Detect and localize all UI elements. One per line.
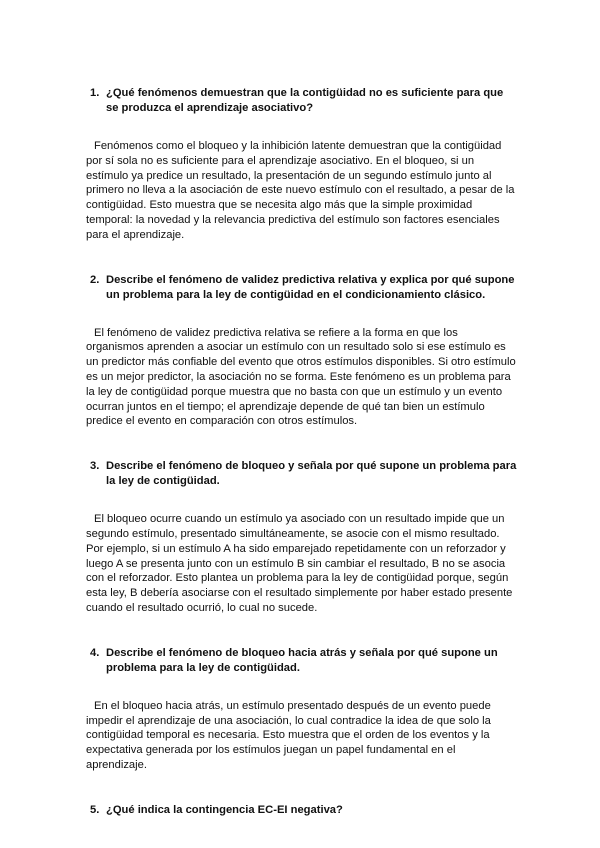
- question-5: [86, 803, 518, 818]
- question-text: Describe el fenómeno de bloqueo y señala por qué supone un problema para la ley de contigüidad.: [106, 460, 517, 488]
- qa-item-1: [86, 86, 518, 243]
- question-number: 3.: [90, 460, 100, 473]
- question-text: Describe el fenómeno de bloqueo hacia atrás y señala por qué supone un problema para la ley de contigüidad.: [106, 646, 498, 674]
- qa-item-4: [86, 646, 518, 773]
- question-text: ¿Qué indica la contingencia EC-EI negativa?: [106, 803, 343, 816]
- qa-item-2: [86, 273, 518, 430]
- qa-item-3: [86, 459, 518, 616]
- question-text: Describe el fenómeno de validez predictiva relativa y explica por qué supone un problema para la ley de contigüidad en el condicionamiento clásico.: [106, 273, 515, 301]
- question-number: 4.: [90, 646, 100, 659]
- question-number: 2.: [90, 273, 100, 286]
- answer-3: El bloqueo ocurre cuando un estímulo ya asociado con un resultado impide que un segundo estímulo, presentado simultáneamente, se asocie con el mismo resultado. Por ejemplo, si un estímulo A ha sido emparejado repetidamente con un reforzador y luego A se presenta junto con un estímulo B sin cambiar el resultado, B no se asocia con el reforzador. Esto plantea un problema para la ley de contigüidad porque, según esta ley, B debería asociarse con el resultado simplemente por haber estado presente cuando el resultado ocurrió, lo cual no sucede.: [86, 513, 513, 614]
- question-number: 5.: [90, 803, 100, 816]
- question-3: [86, 459, 518, 489]
- qa-item-5: [86, 803, 518, 818]
- answer-2: El fenómeno de validez predictiva relativa se refiere a la forma en que los organismos aprenden a asociar un estímulo con un resultado solo si ese estímulo es un predictor más confiable del evento que otros estímulos disponibles. Si otro estímulo es un mejor predictor, la asociación no se forma. Este fenómeno es un problema para la ley de contigüidad porque muestra que no basta con que un estímulo y un evento ocurran juntos en el tiempo; el aprendizaje depende de qué tan bien un estímulo predice el evento en comparación con otros estímulos.: [86, 326, 516, 428]
- question-4: [86, 646, 518, 676]
- question-number: 1.: [90, 87, 100, 99]
- question-text: ¿Qué fenómenos demuestran que la contigüidad no es suficiente para que se produzca el aprendizaje asociativo?: [106, 87, 504, 114]
- answer-1: Fenómenos como el bloqueo y la inhibición latente demuestran que la contigüidad por sí sola no es suficiente para el aprendizaje asociativo. En el bloqueo, si un estímulo ya predice un resultado, la presentación de un segundo estímulo junto al primero no lleva a la asociación de este nuevo estímulo con el resultado, a pesar de la contigüidad. Esto muestra que se necesita algo más que la simple proximidad temporal: la novedad y la relevancia predictiva del estímulo son factores esenciales para el aprendizaje.: [86, 140, 515, 241]
- question-2: [86, 273, 518, 303]
- answer-4: En el bloqueo hacia atrás, un estímulo presentado después de un evento puede impedir el aprendizaje de una asociación, lo cual contradice la idea de que solo la contigüidad temporal es necesaria. Esto muestra que el orden de los eventos y la expectativa generada por los estímulos juegan un papel fundamental en el aprendizaje.: [86, 699, 491, 771]
- question-1: [86, 86, 518, 116]
